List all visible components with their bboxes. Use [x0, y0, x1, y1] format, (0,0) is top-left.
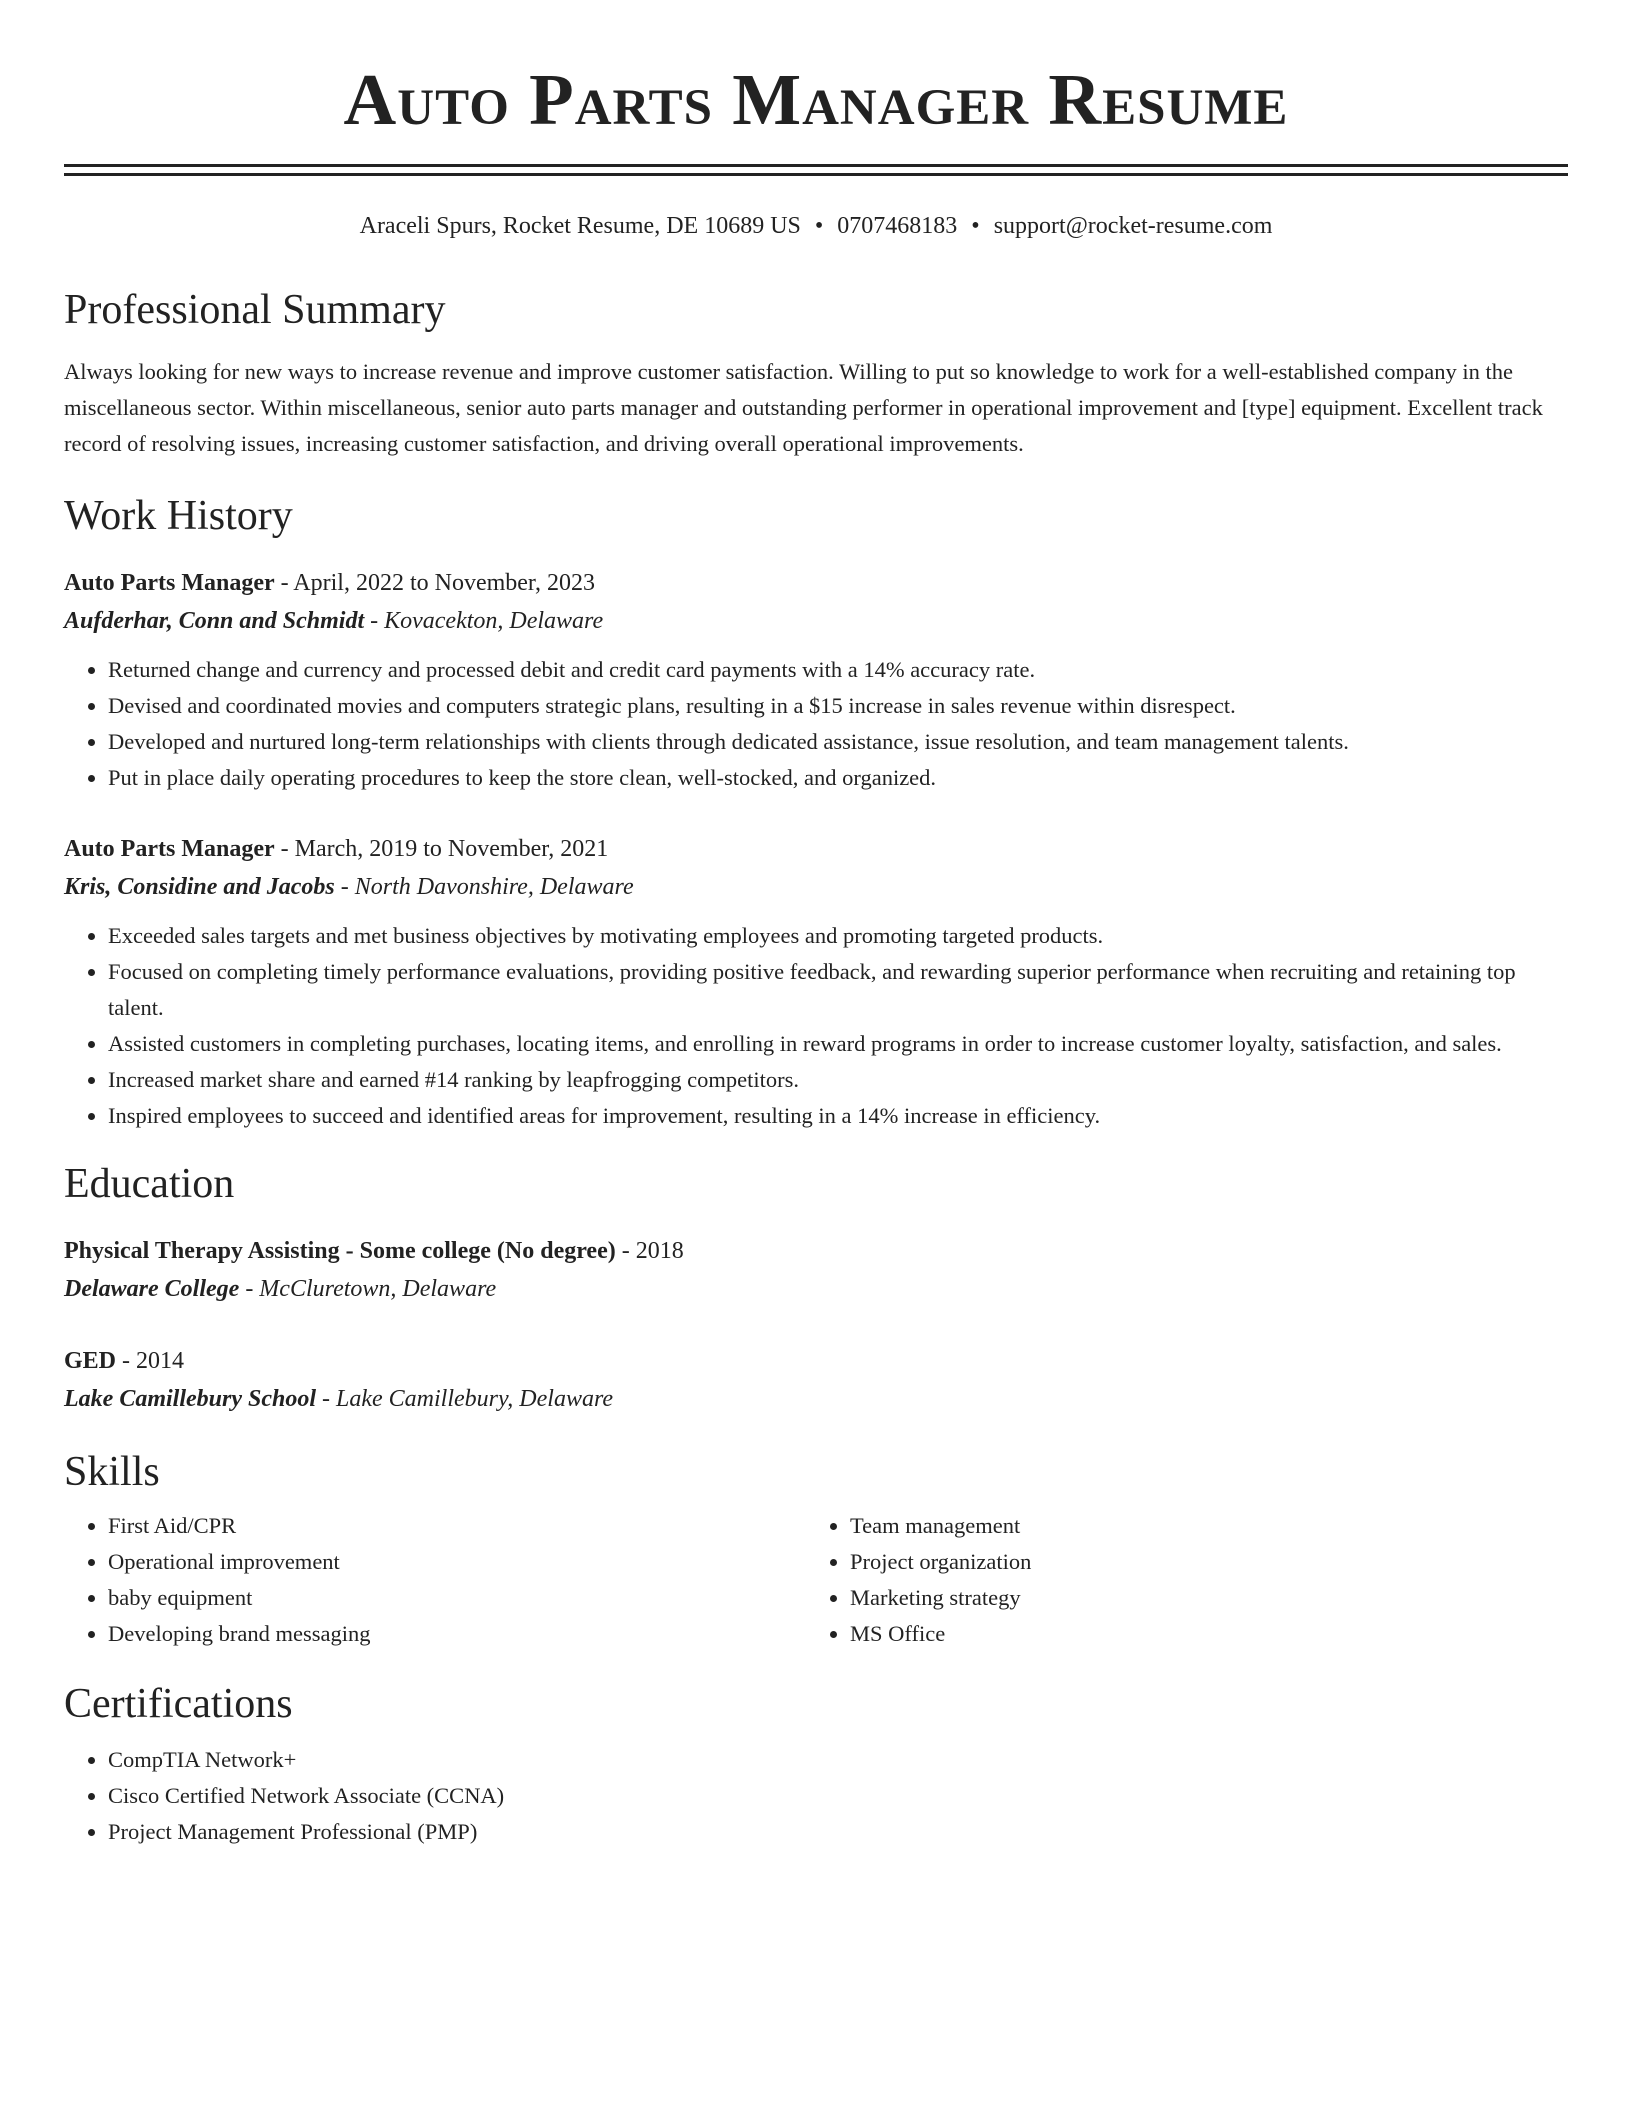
education-entry	[64, 1342, 1568, 1418]
job-company-line	[64, 868, 1568, 906]
job-title: Auto Parts Manager	[64, 570, 275, 596]
skills-heading: Skills	[64, 1449, 160, 1495]
skill-item: • MS Office	[850, 1616, 1548, 1652]
education-degree: GED	[64, 1348, 117, 1374]
skill-item: • Project organization	[850, 1544, 1548, 1580]
job-company: Kris, Considine and Jacobs	[64, 874, 335, 900]
skills-right-column	[806, 1508, 1548, 1652]
contact-separator: •	[971, 213, 980, 239]
contact-separator: •	[814, 213, 824, 239]
skill-item: • First Aid/CPR	[108, 1508, 806, 1544]
skills-grid	[64, 1508, 1568, 1652]
job-bullet: • Put in place daily operating procedures to keep the store clean, well-stocked, and organized.	[108, 760, 1568, 796]
education-year: - 2014	[116, 1348, 185, 1374]
job-bullet: • Inspired employees to succeed and identified areas for improvement, resulting in a 14% increase in efficiency.	[108, 1098, 1568, 1134]
job-entry	[64, 830, 1568, 1134]
education-location: - Lake Camillebury, Delaware	[316, 1386, 614, 1412]
job-bullet: • Increased market share and earned #14 ranking by leapfrogging competitors.	[108, 1062, 1568, 1098]
job-bullet: • Devised and coordinated movies and computers strategic plans, resulting in a $15 increase in sales revenue within disrespect.	[108, 688, 1568, 724]
job-entry	[64, 564, 1568, 796]
summary-text: Always looking for new ways to increase revenue and improve customer satisfaction. Willing to put so knowledge to work for a well-established company in the miscellaneous sector. Within miscellaneous, senior auto parts manager and outstanding performer in operational improvement and [type] equipment. Excellent track record of resolving issues, increasing customer satisfaction, and driving overall operational improvements.	[64, 359, 1543, 456]
rule-bottom	[64, 173, 1568, 176]
education-degree: Physical Therapy Assisting - Some college (No degree)	[64, 1238, 616, 1264]
education-school: Delaware College	[64, 1276, 240, 1302]
certification-item: • CompTIA Network+	[108, 1742, 1568, 1778]
contact-line	[64, 210, 1568, 242]
job-title: Auto Parts Manager	[64, 836, 275, 862]
education-year: - 2018	[615, 1238, 684, 1264]
education-school-line	[64, 1380, 1568, 1418]
job-bullet: • Exceeded sales targets and met business objectives by motivating employees and promoting targeted products.	[108, 918, 1568, 954]
certification-item: • Cisco Certified Network Associate (CCNA)	[108, 1778, 1568, 1814]
skill-item: • baby equipment	[108, 1580, 806, 1616]
job-bullet: • Returned change and currency and processed debit and credit card payments with a 14% accuracy rate.	[108, 652, 1568, 688]
contact-phone: 0707468183	[837, 213, 958, 239]
education-school: Lake Camillebury School	[64, 1386, 316, 1412]
job-company-line	[64, 602, 1568, 640]
job-location: - Kovacekton, Delaware	[364, 608, 604, 634]
certifications-heading: Certifications	[64, 1681, 293, 1727]
skill-item: • Developing brand messaging	[108, 1616, 806, 1652]
title-double-rule	[64, 164, 1568, 176]
education-location: - McCluretown, Delaware	[239, 1276, 497, 1302]
education-degree-line	[64, 1342, 1568, 1380]
job-dates: - March, 2019 to November, 2021	[274, 836, 609, 862]
education-school-line	[64, 1270, 1568, 1308]
work-history-heading: Work History	[64, 493, 293, 539]
contact-email[interactable]: support@rocket-resume.com	[993, 213, 1273, 239]
summary-heading: Professional Summary	[64, 287, 446, 333]
job-bullets	[64, 918, 1568, 1134]
job-title-line	[64, 830, 1568, 868]
job-title-line	[64, 564, 1568, 602]
certifications-list	[64, 1742, 1568, 1850]
education-heading: Education	[64, 1161, 235, 1207]
rule-top	[64, 164, 1568, 167]
job-bullet: • Assisted customers in completing purchases, locating items, and enrolling in reward programs in order to increase customer loyalty, satisfaction, and sales.	[108, 1026, 1568, 1062]
skills-left-column	[64, 1508, 806, 1652]
job-bullets	[64, 652, 1568, 796]
job-dates: - April, 2022 to November, 2023	[274, 570, 595, 596]
job-bullet: • Focused on completing timely performance evaluations, providing positive feedback, and rewarding superior performance when recruiting and retaining top talent.	[108, 954, 1568, 1026]
skill-item: • Operational improvement	[108, 1544, 806, 1580]
resume-title: Auto Parts Manager Resume	[343, 59, 1289, 140]
job-location: - North Davonshire, Delaware	[334, 874, 634, 900]
job-bullet: • Developed and nurtured long-term relationships with clients through dedicated assistance, issue resolution, and team management talents.	[108, 724, 1568, 760]
contact-address: Araceli Spurs, Rocket Resume, DE 10689 US	[359, 213, 801, 239]
skill-item: • Team management	[850, 1508, 1548, 1544]
job-company: Aufderhar, Conn and Schmidt	[64, 608, 365, 634]
education-entry	[64, 1232, 1568, 1308]
education-degree-line	[64, 1232, 1568, 1270]
certification-item: • Project Management Professional (PMP)	[108, 1814, 1568, 1850]
skill-item: • Marketing strategy	[850, 1580, 1548, 1616]
